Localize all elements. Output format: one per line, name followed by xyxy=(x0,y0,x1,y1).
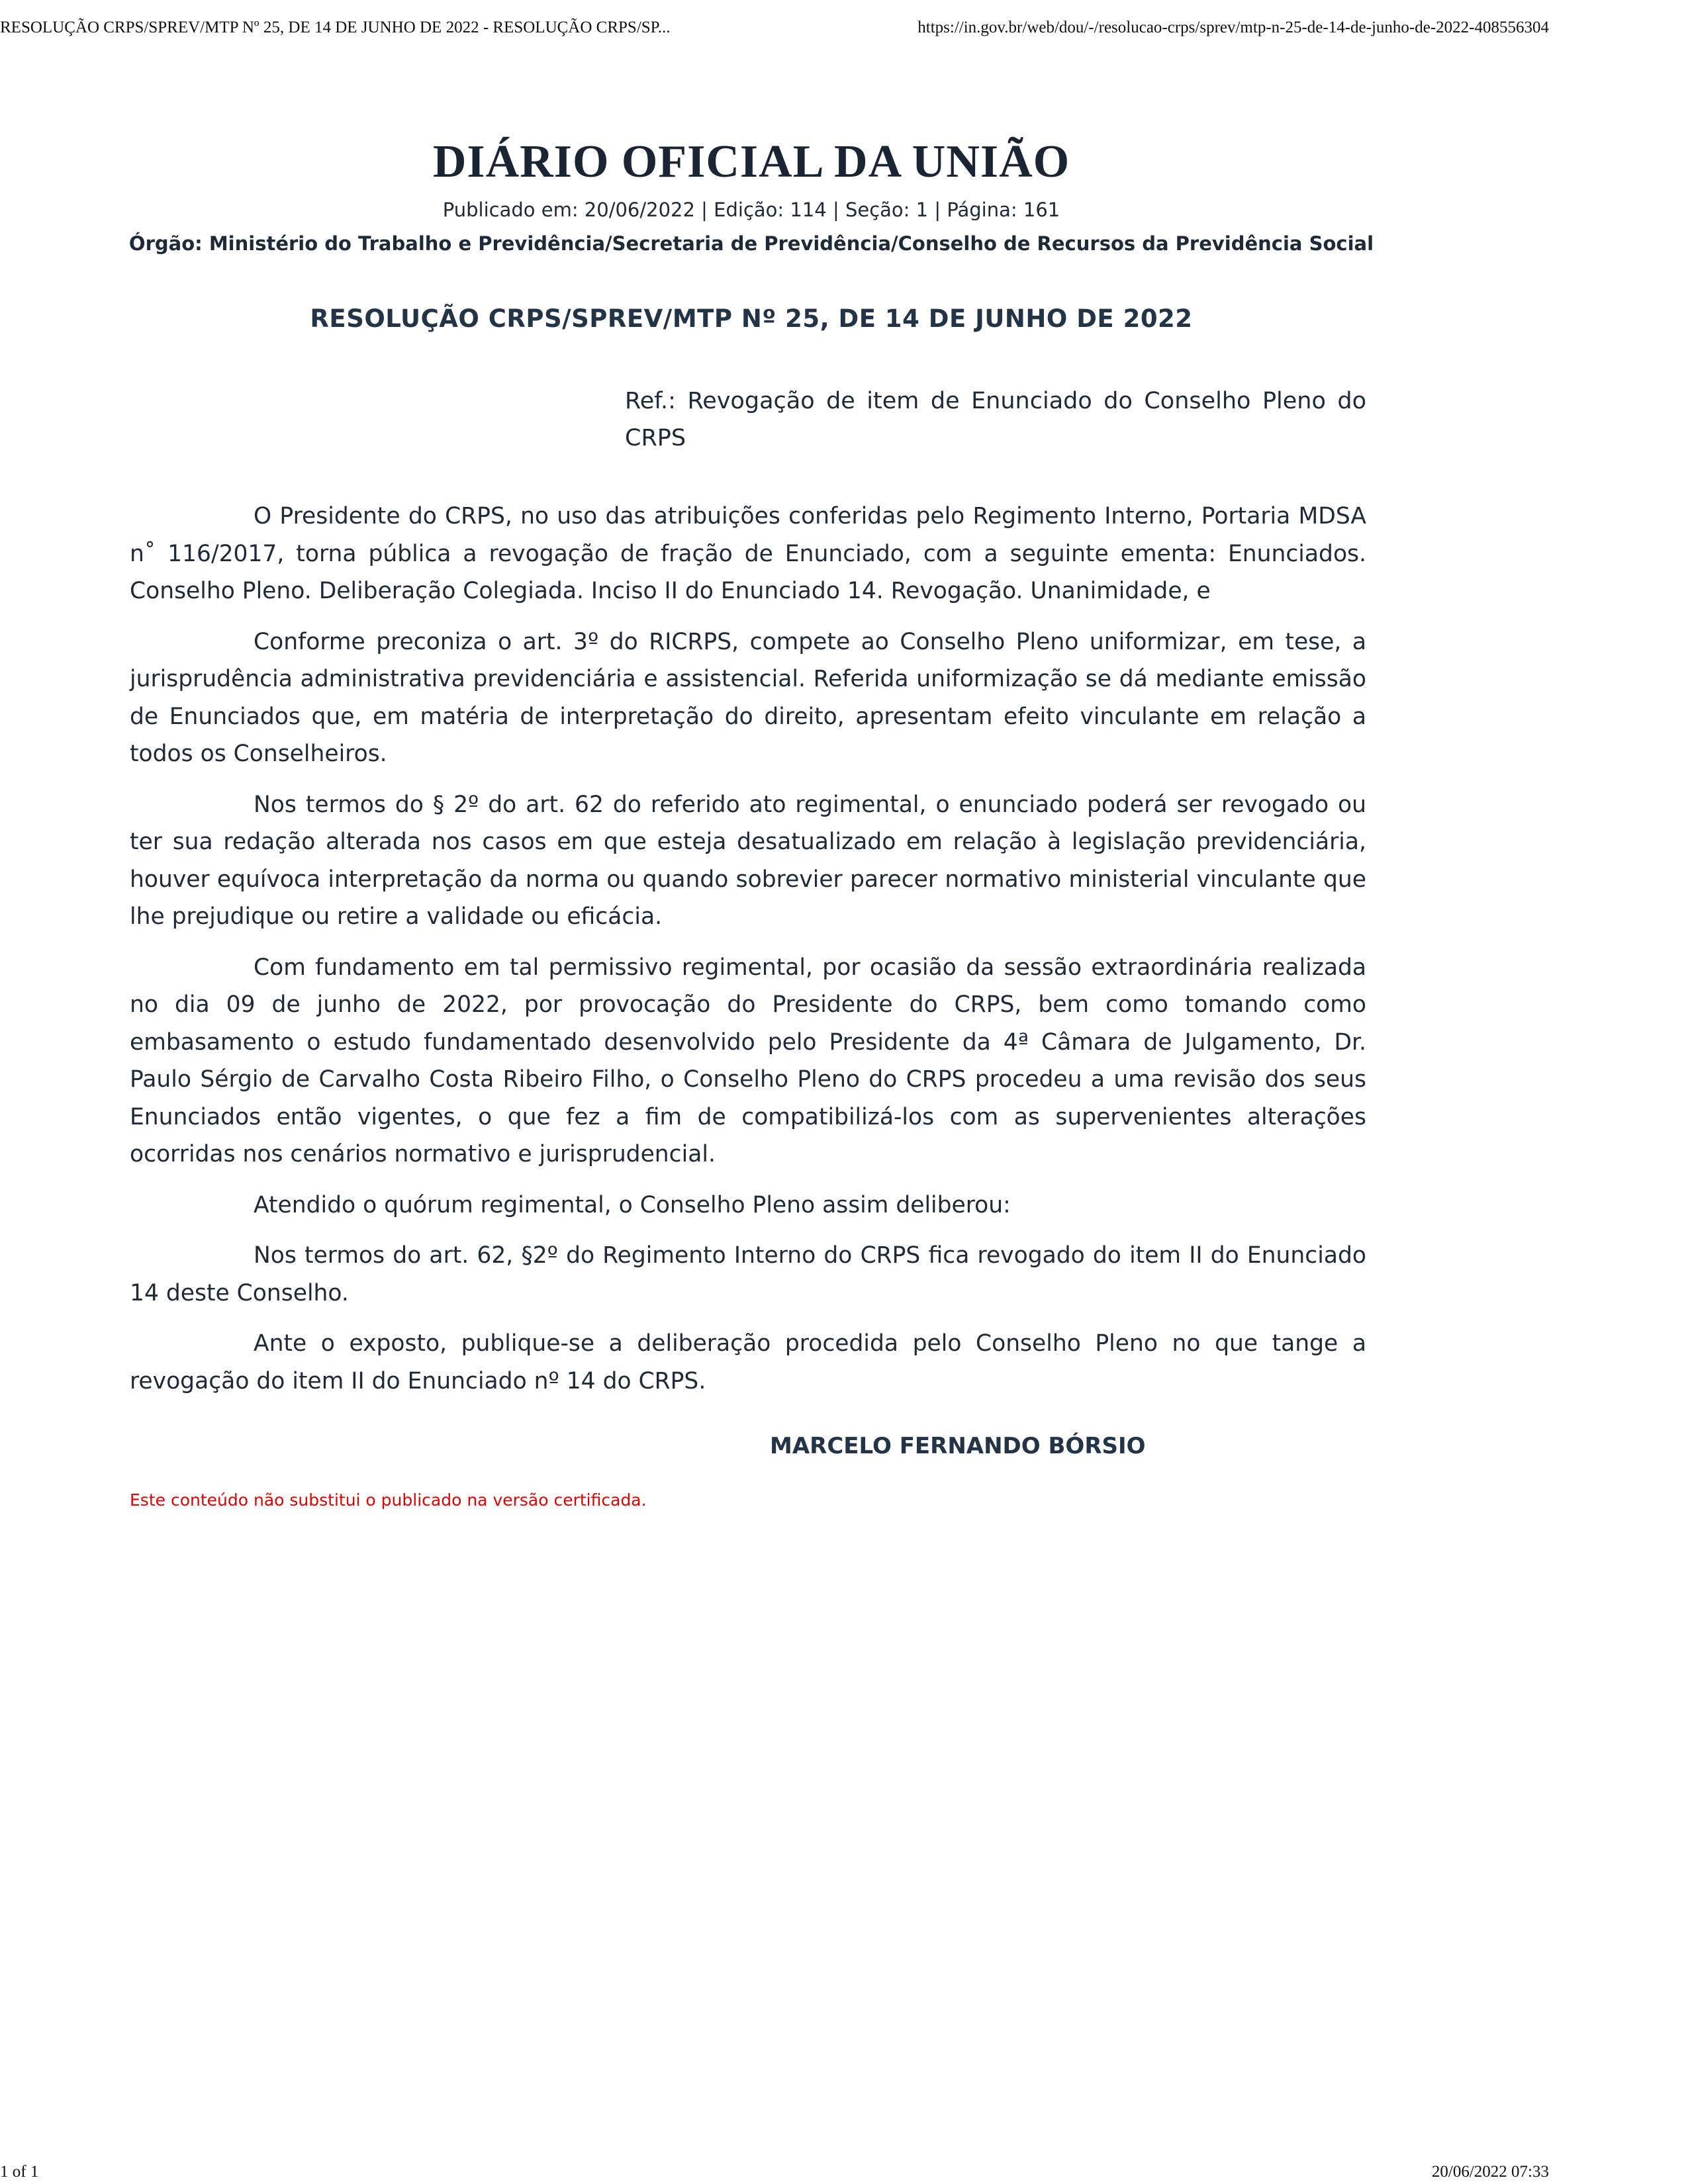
print-header-url: https://in.gov.br/web/dou/-/resolucao-crps/sprev/mtp-n-25-de-14-de-junho-de-2022-408556304 xyxy=(917,19,1549,36)
body-paragraph: Nos termos do art. 62, §2º do Regimento Interno do CRPS fica revogado do item II do Enunciado 14 deste Conselho. xyxy=(130,1242,1366,1306)
ementa: Ref.: Revogação de item de Enunciado do Conselho Pleno do CRPS xyxy=(625,388,1366,451)
body-paragraph: Ante o exposto, publique-se a deliberação procedida pelo Conselho Pleno no que tange a revogação do item II do Enunciado nº 14 do CRPS. xyxy=(130,1330,1366,1394)
document-title: RESOLUÇÃO CRPS/SPREV/MTP Nº 25, DE 14 DE JUNHO DE 2022 xyxy=(310,304,1193,333)
body-paragraph: Conforme preconiza o art. 3º do RICRPS, compete ao Conselho Pleno uniformizar, em tese, a jurisprudência administrativa previdenciária e assistencial. Referida uniformização se dá mediante emissão de Enunciados que, em matéria de interpretação do direito, apresentam efeito vinculante em relação a todos os Conselheiros. xyxy=(130,628,1366,767)
signature: MARCELO FERNANDO BÓRSIO xyxy=(770,1433,1146,1459)
body-paragraph: Com fundamento em tal permissivo regimental, por ocasião da sessão extraordinária realizada no dia 09 de junho de 2022, por provocação do Presidente do CRPS, bem como tomando como embasamento o estudo fundamentado desenvolvido pelo Presidente da 4ª Câmara de Julgamento, Dr. Paulo Sérgio de Carvalho Costa Ribeiro Filho, o Conselho Pleno do CRPS procedeu a uma revisão dos seus Enunciados então vigentes, o que fez a fim de compatibilizá-los com as supervenientes alterações ocorridas nos cenários normativo e jurisprudencial. xyxy=(130,954,1366,1167)
publication-info: Publicado em: 20/06/2022 | Edição: 114 | Seção: 1 | Página: 161 xyxy=(442,199,1060,221)
print-footer-datetime: 20/06/2022 07:33 xyxy=(1431,2163,1549,2181)
body-paragraph: Nos termos do § 2º do art. 62 do referido ato regimental, o enunciado poderá ser revogado ou ter sua redação alterada nos casos em que esteja desatualizado em relação à legislação previdenciária, houver equívoca interpretação da norma ou quando sobrevier parecer normativo ministerial vinculante que lhe prejudique ou retire a validade ou eficácia. xyxy=(130,791,1366,930)
masthead-title: DIÁRIO OFICIAL DA UNIÃO xyxy=(432,136,1070,187)
disclaimer-notice: Este conteúdo não substitui o publicado na versão certificada. xyxy=(130,1490,647,1510)
orgao-line: Órgão: Ministério do Trabalho e Previdência/Secretaria de Previdência/Conselho de Recursos da Previdência Social xyxy=(128,232,1374,255)
body-paragraph: Atendido o quórum regimental, o Conselho Pleno assim deliberou: xyxy=(254,1191,1011,1218)
print-footer-page: 1 of 1 xyxy=(0,2163,39,2181)
document-body xyxy=(130,498,1366,1413)
print-header-title: RESOLUÇÃO CRPS/SPREV/MTP Nº 25, DE 14 DE JUNHO DE 2022 - RESOLUÇÃO CRPS/SP... xyxy=(0,19,671,36)
body-paragraph: O Presidente do CRPS, no uso das atribuições conferidas pelo Regimento Interno, Portaria MDSA n˚ 116/2017, torna pública a revogação de fração de Enunciado, com a seguinte ementa: Enunciados. Conselho Pleno. Deliberação Colegiada. Inciso II do Enunciado 14. Revogação. Unanimidade, e xyxy=(130,503,1366,604)
